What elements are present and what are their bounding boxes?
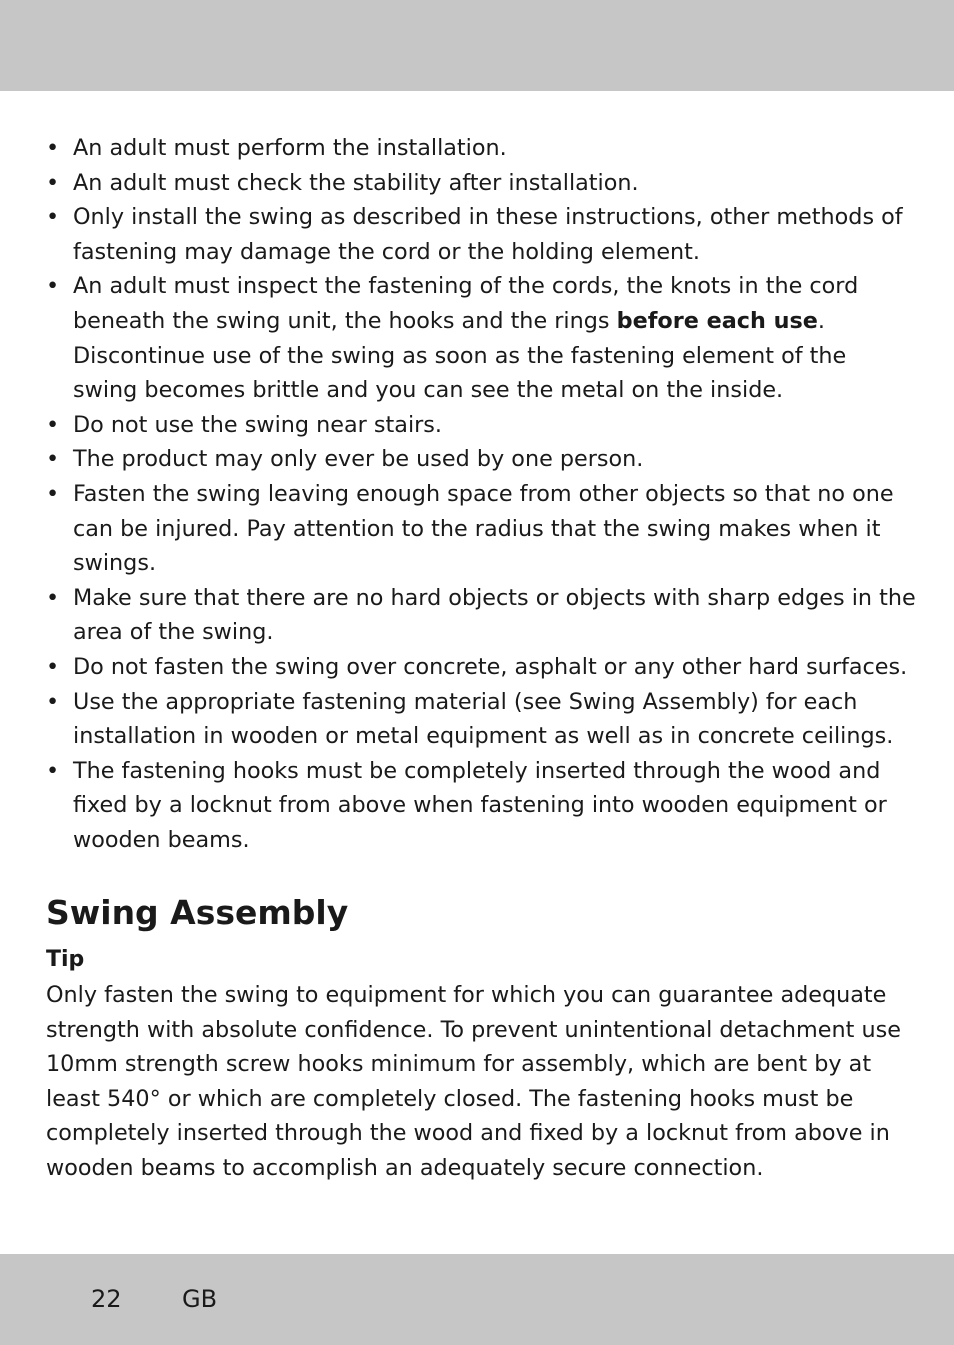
list-item-text: Do not fasten the swing over concrete, asphalt or any other hard surfaces. <box>73 653 908 680</box>
bullet-icon: • <box>46 135 60 161</box>
bullet-icon: • <box>46 446 60 473</box>
list-item-text: Make sure that there are no hard objects or objects with sharp edges in the area of the swing. <box>73 584 916 646</box>
list-item-text: An adult must perform the installation. <box>73 135 507 161</box>
bullet-icon: • <box>46 653 60 680</box>
list-item <box>46 685 916 754</box>
list-item-text: Use the appropriate fastening material (see Swing Assembly) for each installation in wooden or metal equipment as well as in concrete ceilings. <box>73 688 894 750</box>
bullet-icon: • <box>46 204 60 231</box>
tip-label: Tip <box>46 947 85 972</box>
list-item <box>46 581 916 650</box>
list-item-text-part: An adult must inspect the fastening of the cords, the knots in the cord beneath the swing unit, the hooks and the rings <box>73 273 859 334</box>
bullet-icon: • <box>46 480 60 507</box>
list-item <box>46 166 916 201</box>
bullet-icon: • <box>46 688 60 715</box>
list-item-text: The product may only ever be used by one person. <box>73 446 644 473</box>
list-item <box>46 269 916 407</box>
bullet-icon: • <box>46 411 60 438</box>
bullet-icon: • <box>46 584 60 611</box>
footer-band <box>0 1254 954 1345</box>
bullet-icon: • <box>46 169 60 196</box>
list-item <box>46 442 916 477</box>
list-item-text: An adult must check the stability after installation. <box>73 169 639 196</box>
emphasis-text: before each use <box>616 307 818 334</box>
list-item <box>46 408 916 443</box>
list-item <box>46 131 916 166</box>
tip-paragraph: Only fasten the swing to equipment for which you can guarantee adequate strength with absolute confidence. To prevent unintentional detachment use 10mm strength screw hooks minimum for assembly, which are bent by at least 540° or which are completely closed. The fastening hooks must be completely inserted through the wood and fixed by a locknut from above in wooden beams to accomplish an adequately secure connection. <box>46 982 901 1181</box>
safety-bullet-list <box>46 131 916 857</box>
list-item-text: Do not use the swing near stairs. <box>73 411 443 438</box>
bullet-icon: • <box>46 757 60 784</box>
bullet-icon: • <box>46 273 60 300</box>
list-item-text: Only install the swing as described in these instructions, other methods of fastening may damage the cord or the holding element. <box>73 204 903 265</box>
list-item <box>46 200 916 269</box>
language-code: GB <box>182 1285 218 1313</box>
list-item-text-part: . Discontinue use of the swing as soon as the fastening element of the swing becomes brittle and you can see the metal on the inside. <box>73 307 847 404</box>
list-item-text <box>73 273 858 403</box>
list-item-text: The fastening hooks must be completely inserted through the wood and fixed by a locknut from above when fastening into wooden equipment or wooden beams. <box>73 757 887 853</box>
section-heading: Swing Assembly <box>46 893 349 932</box>
list-item <box>46 477 916 581</box>
header-band <box>0 0 954 91</box>
list-item <box>46 754 916 858</box>
list-item-text: Fasten the swing leaving enough space from other objects so that no one can be injured. Pay attention to the radius that the swing makes when it swings. <box>73 480 894 577</box>
list-item <box>46 650 916 685</box>
page-number: 22 <box>91 1285 122 1313</box>
